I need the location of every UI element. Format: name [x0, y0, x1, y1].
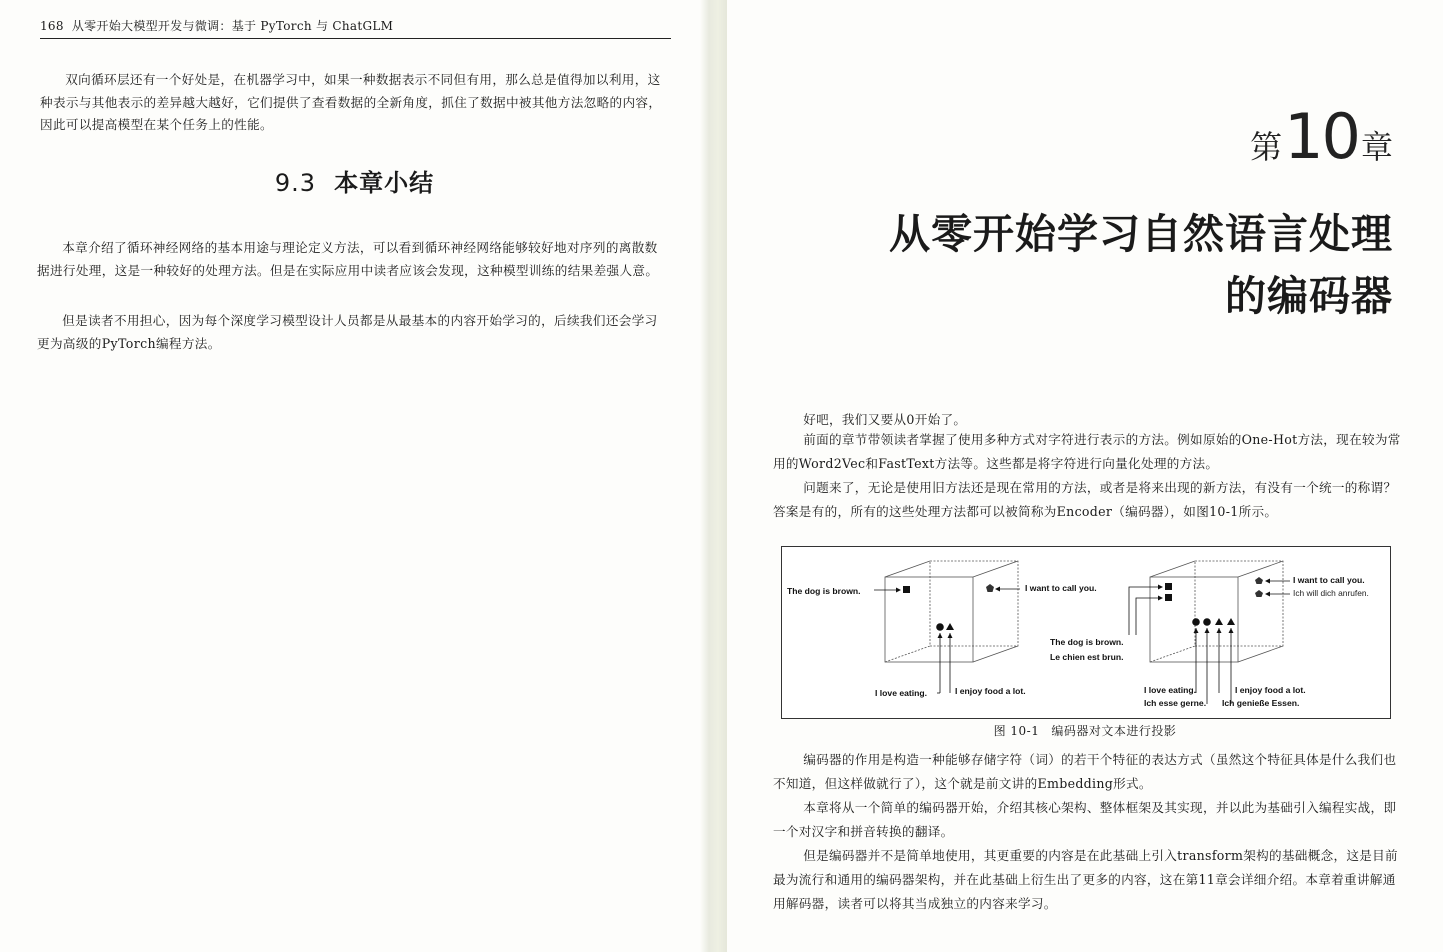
- paragraph-summary-2: 但是读者不用担心，因为每个深度学习模型设计人员都是从最基本的内容开始学习的，后续我们还会学习更为高级的PyTorch编程方法。: [37, 313, 658, 351]
- right-label-call: I want to call you.: [1293, 575, 1365, 585]
- section-title: 本章小结: [334, 169, 435, 197]
- right-label-geniesse: Ich genieße Essen.: [1222, 698, 1300, 708]
- right-cube: [1150, 561, 1283, 662]
- circle-marker-1: [1192, 618, 1200, 626]
- book-title: 从零开始大模型开发与微调：基于 PyTorch 与 ChatGLM: [71, 19, 394, 33]
- circle-marker: [936, 623, 944, 631]
- right-label-dog: The dog is brown.: [1050, 637, 1124, 647]
- paragraph-encoder-question: 问题来了，无论是使用旧方法还是现在常用的方法，或者是将来出现的新方法，有没有一个统一的称谓？答案是有的，所有的这些处理方法都可以被简称为Encoder（编码器），如图10-1所示。: [773, 480, 1397, 519]
- header-rule: [40, 38, 671, 39]
- chapter-title: [889, 203, 1393, 327]
- chapter-title-line-1: 从零开始学习自然语言处理: [889, 210, 1393, 258]
- right-label-chien: Le chien est brun.: [1050, 652, 1124, 662]
- paragraph-encoder-role: 编码器的作用是构造一种能够存储字符（词）的若干个特征的表达方式（虽然这个特征具体是什么我们也不知道，但这样做就行了），这个就是前文讲的Embedding形式。: [773, 752, 1397, 791]
- running-head: [40, 17, 670, 34]
- square-marker-1: [1165, 583, 1172, 590]
- paragraph-transformer: 但是编码器并不是简单地使用，其更重要的内容是在此基础上引入transform架构的基础概念，这是目前最为流行和通用的编码器架构，并在此基础上衍生出了更多的内容，这在第11章会详细介绍。本章着重讲解通用解码器，读者可以将其当成独立的内容来学习。: [773, 848, 1398, 911]
- circle-marker-2: [1203, 618, 1211, 626]
- triangle-marker-2: [1227, 618, 1235, 625]
- left-book-page: [0, 0, 709, 952]
- section-heading: [0, 163, 709, 198]
- left-label-food: I enjoy food a lot.: [955, 686, 1026, 696]
- paragraph-intro: 好吧，我们又要从0开始了。: [803, 412, 967, 427]
- pentagon-marker-2: [1255, 590, 1263, 597]
- paragraph-bidirectional-rnn: 双向循环层还有一个好处是，在机器学习中，如果一种数据表示不同但有用，那么总是值得加以利用，这种表示与其他表示的差异越大越好，它们提供了查看数据的全新角度，抓住了数据中被其他方法忽略的内容，因此可以提高模型在某个任务上的性能。: [40, 72, 662, 132]
- encoder-projection-figure: [781, 546, 1391, 719]
- triangle-marker-1: [1215, 618, 1223, 625]
- left-label-call: I want to call you.: [1025, 583, 1097, 593]
- paragraph-chapter-plan: 本章将从一个简单的编码器开始，介绍其核心架构、整体框架及其实现，并以此为基础引入编程实战，即一个对汉字和拼音转换的翻译。: [773, 800, 1397, 839]
- right-label-anrufen: Ich will dich anrufen.: [1293, 588, 1369, 598]
- square-marker: [903, 586, 910, 593]
- square-marker-2: [1165, 594, 1172, 601]
- right-label-food: I enjoy food a lot.: [1235, 685, 1306, 695]
- right-cube-labels: [1050, 575, 1369, 708]
- right-label-esse: Ich esse gerne.: [1144, 698, 1207, 708]
- figure-caption-text: 编码器对文本进行投影: [1051, 724, 1177, 738]
- pentagon-marker-1: [1255, 577, 1263, 584]
- right-label-eating: I love eating.: [1144, 685, 1197, 695]
- left-label-dog: The dog is brown.: [787, 586, 861, 596]
- section-number: 9.3: [274, 169, 317, 197]
- paragraph-summary: 本章介绍了循环神经网络的基本用途与理论定义方法，可以看到循环神经网络能够较好地对序列的离散数据进行处理，这是一种较好的处理方法。但是在实际应用中读者应该会发现，这种模型训练的结果差强人意。: [37, 240, 659, 278]
- right-book-page: [727, 0, 1443, 952]
- paragraph-previous-methods: 前面的章节带领读者掌握了使用多种方式对字符进行表示的方法。例如原始的One-Hot方法，现在较为常用的Word2Vec和FastText方法等。这些都是将字符进行向量化处理的方法。: [773, 432, 1401, 471]
- chapter-number: [1250, 100, 1393, 173]
- left-cube: [885, 561, 1018, 662]
- chapter-suffix: 章: [1360, 128, 1393, 166]
- figure-label: 图 10-1: [993, 724, 1040, 738]
- pentagon-marker: [986, 584, 994, 592]
- chapter-prefix: 第: [1250, 128, 1283, 166]
- triangle-marker: [946, 623, 954, 630]
- chapter-digit: 10: [1284, 100, 1359, 173]
- left-label-eating: I love eating.: [875, 688, 928, 698]
- figure-caption: [781, 722, 1389, 739]
- chapter-title-line-2: 的编码器: [1225, 272, 1393, 320]
- page-number: 168: [40, 19, 64, 33]
